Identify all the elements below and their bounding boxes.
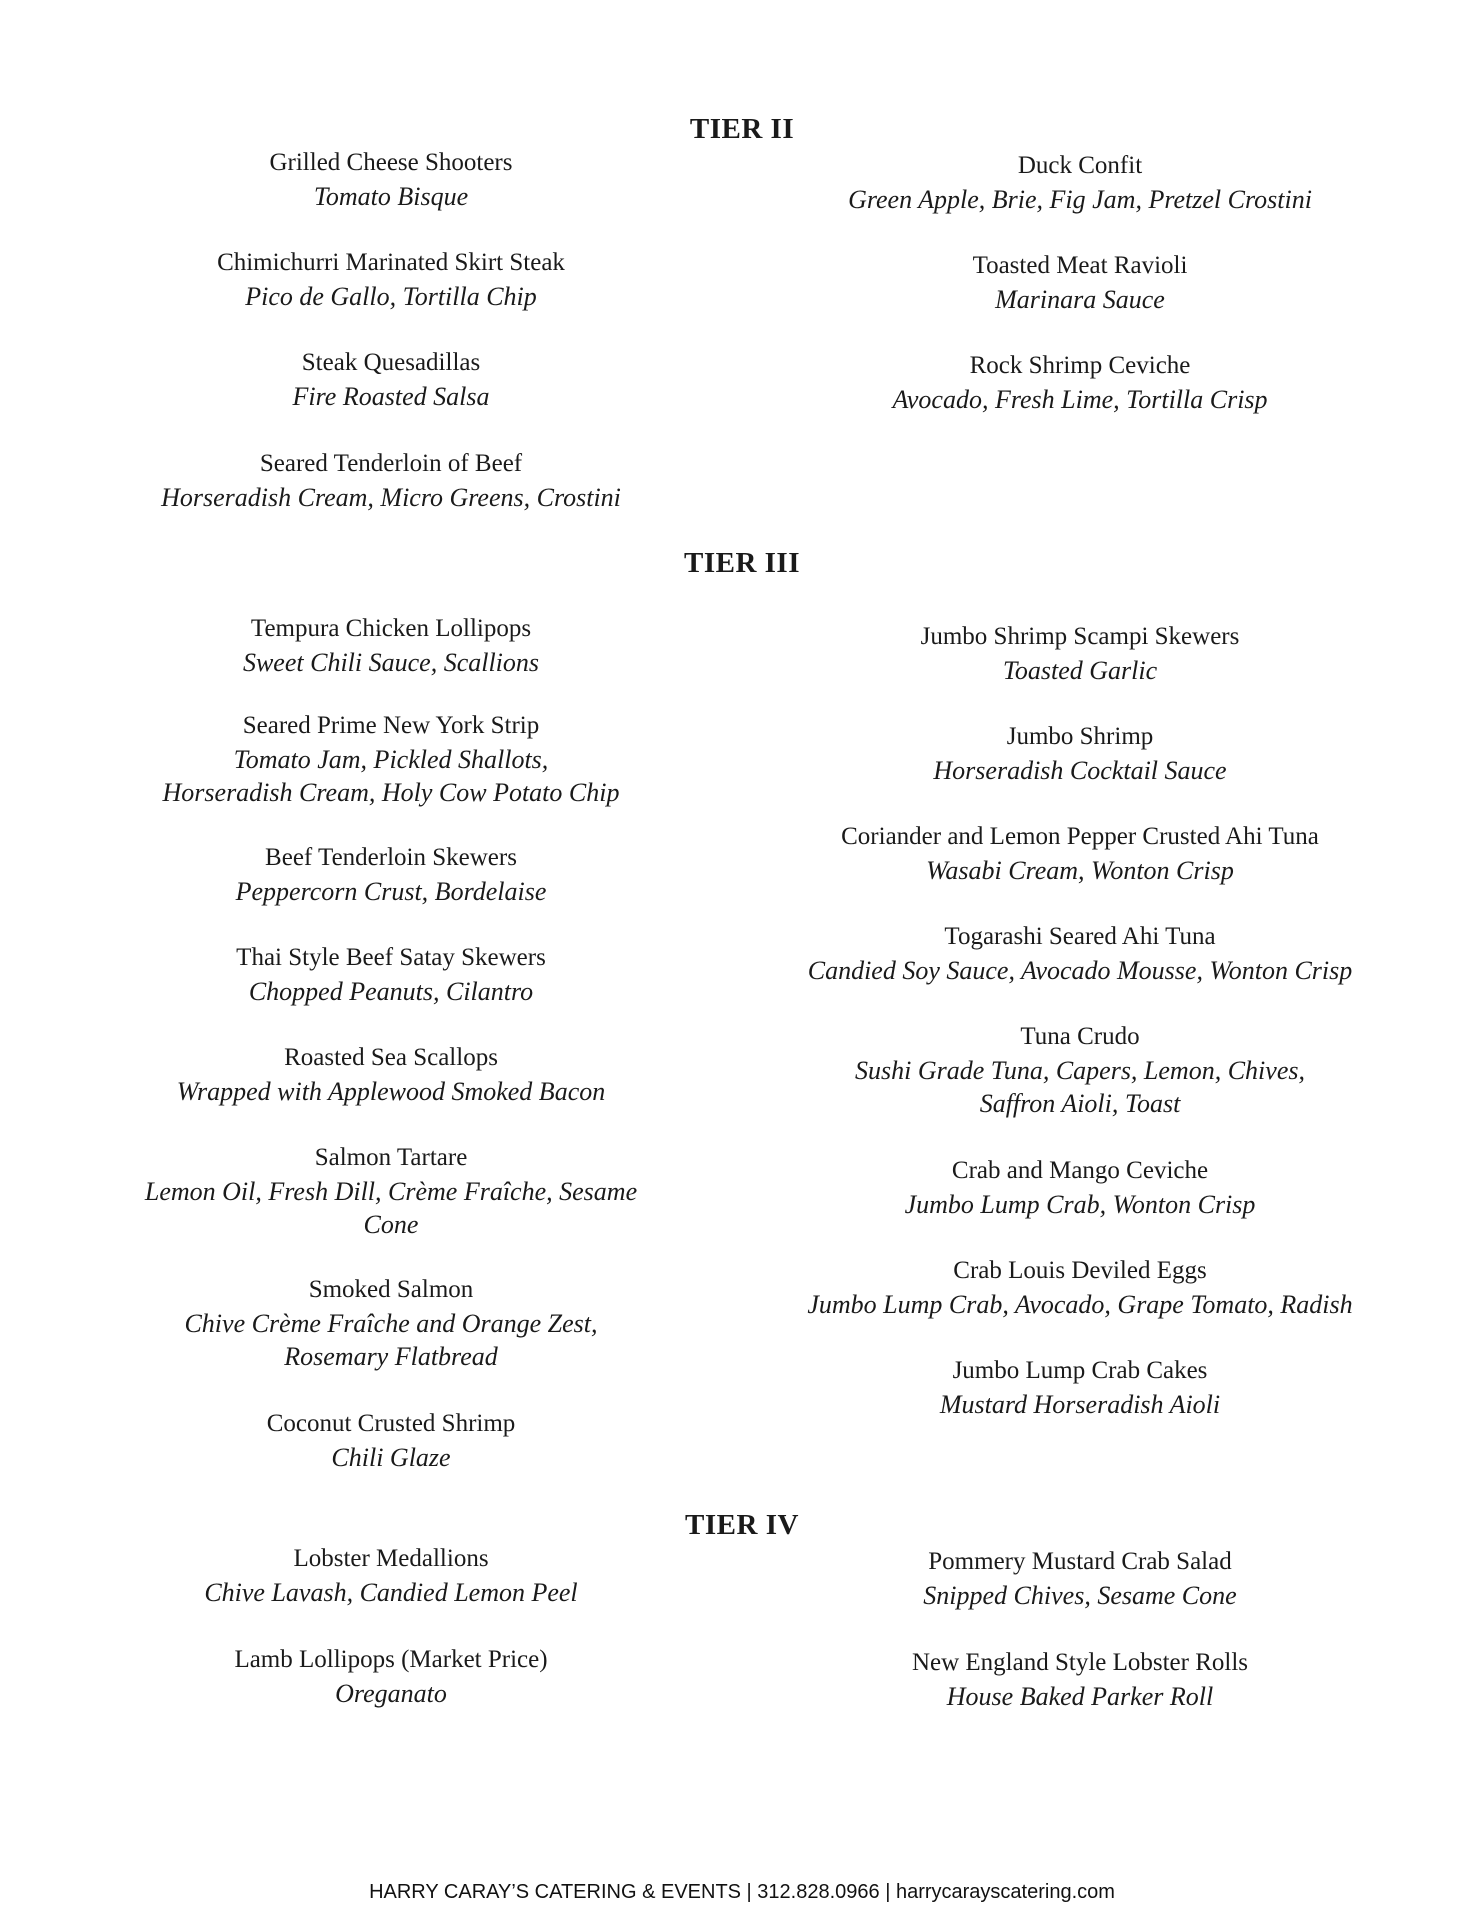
item-name: Togarashi Seared Ahi Tuna [944,923,1216,950]
item-name: Rock Shrimp Ceviche [969,352,1191,379]
item-name: Lobster Medallions [293,1545,489,1572]
item-description: Mustard Horseradish Aioli [939,1390,1221,1419]
item-description: Lemon Oil, Fresh Dill, Crème Fraîche, Sesame [144,1177,638,1206]
item-description-line-2: Cone [363,1210,419,1239]
item-description: Chive Lavash, Candied Lemon Peel [204,1578,578,1607]
menu-item [111,246,671,313]
item-description: Horseradish Cream, Micro Greens, Crostini [161,483,621,512]
item-name: Toasted Meat Ravioli [972,252,1188,279]
item-description-line-2: Saffron Aioli, Toast [979,1089,1181,1118]
page-footer: HARRY CARAY’S CATERING & EVENTS | 312.828.0966 | harrycarayscatering.com [369,1881,1115,1903]
menu-item [800,1154,1360,1221]
item-description: Horseradish Cocktail Sauce [933,756,1227,785]
item-description: Candied Soy Sauce, Avocado Mousse, Wonton Crisp [807,956,1353,985]
item-name: Chimichurri Marinated Skirt Steak [217,249,565,276]
item-name: Jumbo Shrimp Scampi Skewers [920,623,1240,650]
item-name: Beef Tenderloin Skewers [265,844,517,871]
tier-3-heading: TIER III [683,547,801,579]
item-description: Wasabi Cream, Wonton Crisp [926,856,1234,885]
menu-item [111,1643,671,1710]
item-name: Thai Style Beef Satay Skewers [236,944,546,971]
menu-item [800,1545,1360,1612]
item-description: Jumbo Lump Crab, Wonton Crisp [904,1190,1256,1219]
item-name: Coriander and Lemon Pepper Crusted Ahi Tuna [841,823,1319,850]
menu-item [800,820,1360,887]
item-description: Avocado, Fresh Lime, Tortilla Crisp [892,385,1268,414]
menu-item [800,349,1360,416]
item-name: Roasted Sea Scallops [284,1044,498,1071]
item-description: Pico de Gallo, Tortilla Chip [245,282,537,311]
item-description: Tomato Bisque [313,182,469,211]
item-name: Steak Quesadillas [301,349,481,376]
menu-item [800,249,1360,316]
item-name: Jumbo Lump Crab Cakes [952,1357,1208,1384]
menu-item [111,841,671,908]
menu-item [111,447,671,514]
menu-item [111,1407,671,1474]
menu-item [800,1646,1360,1713]
item-name: Lamb Lollipops (Market Price) [234,1646,548,1673]
item-name: Grilled Cheese Shooters [269,149,513,176]
item-description-line-2: Rosemary Flatbread [284,1342,498,1371]
menu-item [800,1254,1360,1321]
item-description: Toasted Garlic [1002,656,1158,685]
menu-item [800,720,1360,787]
item-description: Chili Glaze [331,1443,451,1472]
item-description: Fire Roasted Salsa [292,382,490,411]
menu-item [800,1354,1360,1421]
menu-item [111,1542,671,1609]
item-description: House Baked Parker Roll [946,1682,1214,1711]
item-description: Snipped Chives, Sesame Cone [923,1581,1237,1610]
item-description-line-2: Horseradish Cream, Holy Cow Potato Chip [162,778,620,807]
menu-item [111,1273,671,1373]
item-description: Jumbo Lump Crab, Avocado, Grape Tomato, Radish [807,1290,1353,1319]
item-description: Tomato Jam, Pickled Shallots, [233,745,549,774]
item-description: Wrapped with Applewood Smoked Bacon [176,1077,606,1106]
item-name: Seared Tenderloin of Beef [259,450,523,477]
menu-item [111,146,671,213]
item-name: Tempura Chicken Lollipops [250,615,532,642]
item-name: Crab Louis Deviled Eggs [953,1257,1207,1284]
item-name: Pommery Mustard Crab Salad [928,1548,1232,1575]
menu-item [111,612,671,679]
item-name: Seared Prime New York Strip [242,712,540,739]
item-name: Smoked Salmon [308,1276,474,1303]
item-description: Green Apple, Brie, Fig Jam, Pretzel Crostini [848,185,1312,214]
item-description: Chopped Peanuts, Cilantro [248,977,534,1006]
tier-4-heading: TIER IV [685,1509,799,1541]
menu-item [111,1141,671,1241]
item-description: Peppercorn Crust, Bordelaise [235,877,547,906]
menu-item [800,920,1360,987]
item-name: New England Style Lobster Rolls [911,1649,1249,1676]
item-name: Coconut Crusted Shrimp [266,1410,516,1437]
item-name: Crab and Mango Ceviche [951,1157,1209,1184]
menu-item [800,149,1360,216]
item-name: Salmon Tartare [314,1144,468,1171]
item-description: Sushi Grade Tuna, Capers, Lemon, Chives, [855,1056,1305,1085]
item-description: Sweet Chili Sauce, Scallions [242,648,540,677]
menu-item [800,620,1360,687]
menu-item [111,709,671,809]
menu-item [111,346,671,413]
menu-item [111,1041,671,1108]
item-description: Chive Crème Fraîche and Orange Zest, [184,1309,598,1338]
item-name: Tuna Crudo [1020,1023,1140,1050]
item-description: Marinara Sauce [995,285,1165,314]
item-name: Duck Confit [1017,152,1143,179]
menu-item [111,941,671,1008]
tier-2-heading: TIER II [689,113,795,145]
menu-item [800,1020,1360,1120]
item-description: Oreganato [335,1679,447,1708]
item-name: Jumbo Shrimp [1006,723,1154,750]
